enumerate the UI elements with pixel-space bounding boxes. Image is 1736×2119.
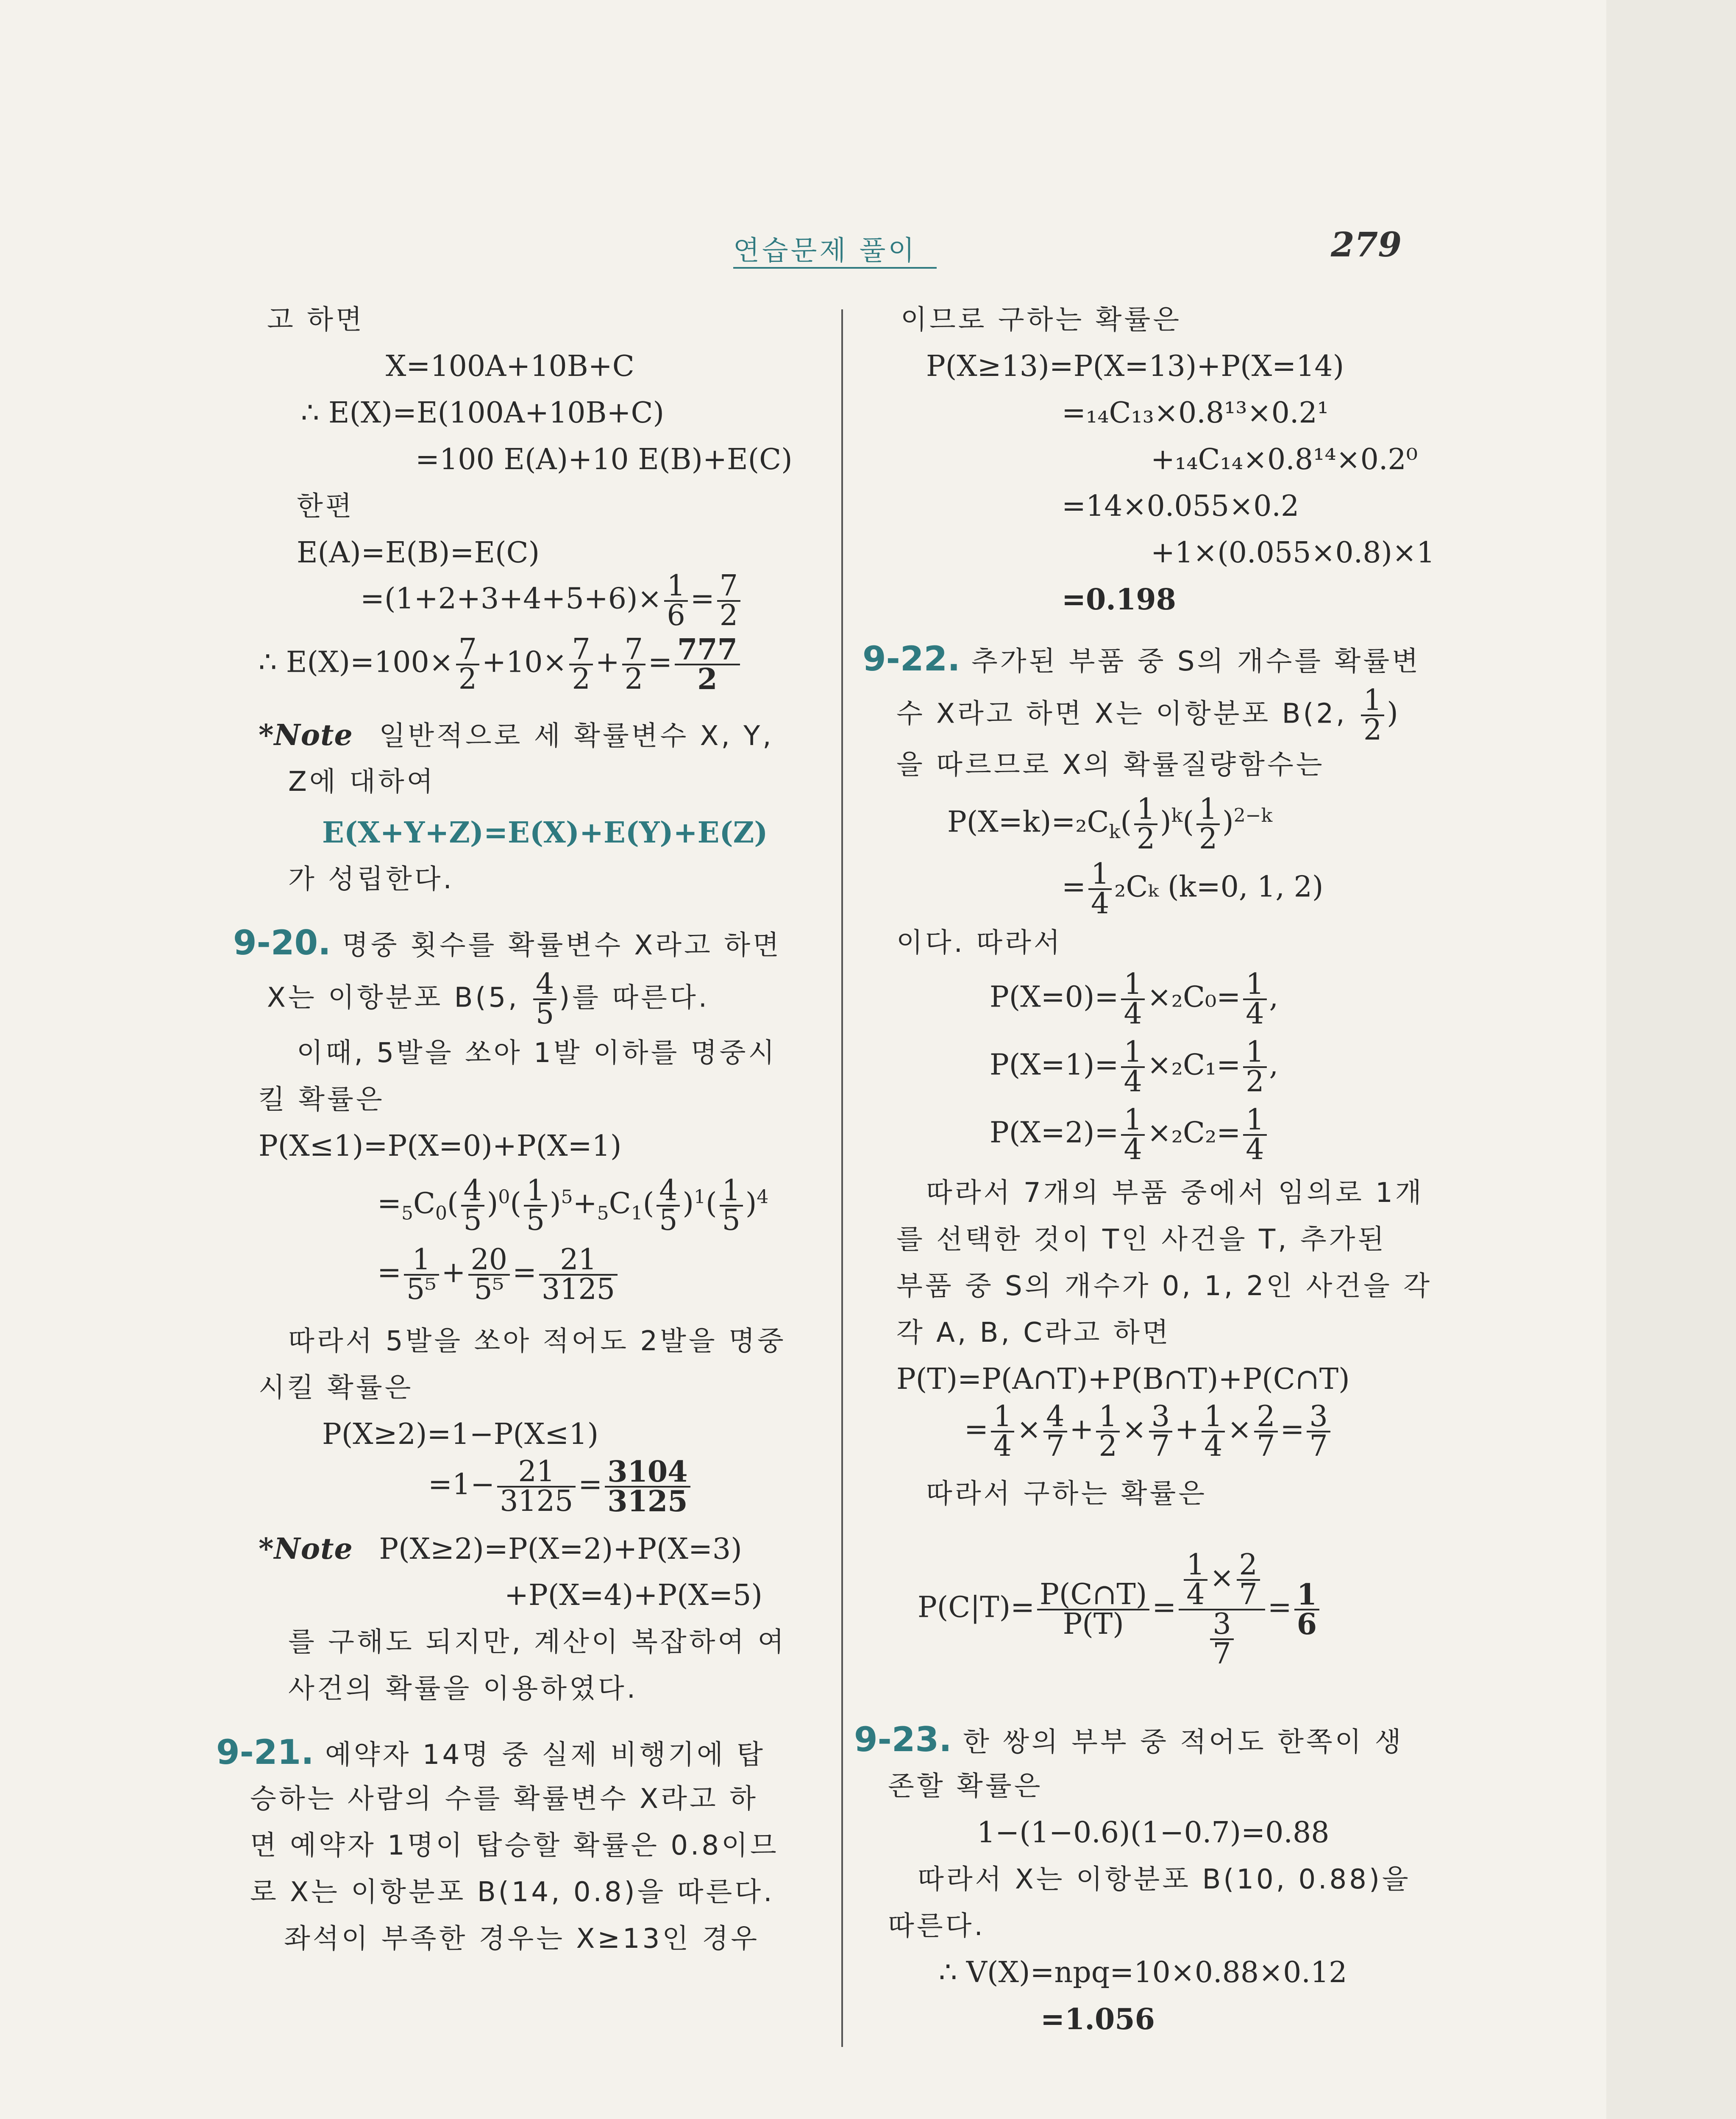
fraction: $\frac{1}{4}$ [991,1403,1014,1460]
text-line: 이므로 구하는 확률은 [901,304,1182,336]
problem-9-20-line [233,920,782,969]
formula-part: + [573,1187,597,1221]
fraction: $\frac{4}{7}$ [1043,1403,1067,1460]
fraction: $\frac{7}{2}$ [717,572,740,630]
fraction: $\frac{7}{2}$ [456,636,479,693]
formula-part: P(X=2)= [990,1116,1119,1150]
text-line: 따라서 5발을 쏘아 적어도 2발을 명중 [288,1326,786,1357]
result-value: =0.198 [1062,583,1176,617]
note-label: *Note [259,1532,353,1566]
formula-line: P(X=1)= $\frac{1}{4}$ ×₂C₁= $\frac{1}{2}$ , [990,1035,1279,1098]
formula-line [267,968,710,1031]
formula-part: ∴ E(X)=100× [259,645,453,679]
formula-line: = $\frac{1}{4}$ × $\frac{4}{7}$ + $\frac{1}{2}$ × $\frac{3}{7}$ + $\frac{1}{4}$ × $\frac{2}{7}$ = $\frac{3}{7}$ [964,1403,1333,1460]
formula-line: +P(X=4)+P(X=5) [504,1579,762,1612]
problem-text: 추가된 부품 중 S의 개수를 확률변 [971,646,1421,677]
formula-line: +1×(0.055×0.8)×1 [1151,536,1435,570]
formula-line: ∴ V(X)=npq=10×0.88×0.12 [939,1956,1347,1989]
fraction: $\frac{1}{6}$ [1294,1581,1319,1638]
formula-part: C [413,1187,436,1221]
text-line: 승하는 사람의 수를 확률변수 X라고 하 [250,1783,758,1815]
formula-part: P(X=k)=₂C [947,805,1109,839]
fraction: $\frac{4}{5}$ [533,971,556,1028]
text-line: 존할 확률은 [888,1771,1043,1802]
fraction: $\frac{3}{7}$ [1307,1403,1330,1460]
text-line: 따라서 7개의 부품 중에서 임의로 1개 [926,1177,1424,1209]
note-text: 일반적으로 세 확률변수 X, Y, [379,720,774,752]
fraction: $\frac{1}{2}$ [1361,687,1384,744]
formula-line: $P(X=k)=_2C_k$( $\frac{1}{2}$ )$^k$( $\frac{1}{2}$ )$^{2-k}$ [947,793,1273,856]
problem-9-21-line [216,1729,765,1778]
formula-part: ×₂C₂= [1147,1116,1241,1150]
formula-part: P(X=1)= [990,1048,1119,1082]
formula-part: P(X=0)= [990,980,1119,1014]
text-line: 따라서 구하는 확률은 [926,1478,1207,1510]
compound-fraction: $\frac{1}{4}$ × $\frac{2}{7}$ $\frac{3}{7}$ [1179,1551,1265,1668]
problem-number: 9-20. [233,923,331,962]
formula-line: P(T)=P(A∩T)+P(B∩T)+P(C∩T) [896,1363,1350,1396]
fraction: $\frac{1}{4}$ [1243,971,1266,1028]
text-line: 면 예약자 1명이 탑승할 확률은 0.8이므 [250,1830,779,1861]
text-line: 한편 [297,491,354,522]
formula-line [1062,857,1324,920]
text-line: 킬 확률은 [259,1084,385,1115]
fraction: $\frac{3}{7}$ [1149,1403,1172,1460]
page-number: 279 [1331,225,1402,264]
text-line: 이때, 5발을 쏘아 1발 이하를 명중시 [297,1037,777,1069]
problem-number: 9-21. [216,1732,314,1772]
formula-line: E(A)=E(B)=E(C) [297,536,540,570]
formula-part: ×₂C₁= [1147,1048,1241,1082]
formula-line: 1−(1−0.6)(1−0.7)=0.88 [977,1816,1330,1849]
note-label: *Note [259,718,353,752]
problem-number: 9-23. [854,1720,952,1759]
note-line [259,1526,742,1573]
fraction: $\frac{1}{4}$ [1121,1106,1144,1164]
formula-line: +₁₄C₁₄×0.8¹⁴×0.2⁰ [1151,443,1418,476]
fraction: $\frac{3104}{3125}$ [605,1458,690,1516]
text-line: 따라서 X는 이항분포 B(10, 0.88)을 [918,1864,1411,1895]
formula-line: P(X=0)= $\frac{1}{4}$ ×₂C₀= $\frac{1}{4}$ , [990,968,1279,1031]
formula-part: + [595,645,620,679]
formula-line: X=100A+10B+C [386,350,634,383]
highlight-formula: E(X+Y+Z)=E(X)+E(Y)+E(Z) [322,816,768,850]
text-line: 를 선택한 것이 T인 사건을 T, 추가된 [896,1224,1387,1255]
fraction: $\frac{1}{4}$ [1088,860,1112,918]
formula-line: =14×0.055×0.2 [1062,489,1299,523]
fraction: $\frac{2}{7}$ [1254,1403,1277,1460]
formula-line: ∴ E(X)=E(100A+10B+C) [301,396,665,430]
formula-part: = [377,1256,401,1290]
fraction: $\frac{2}{7}$ [1237,1551,1260,1609]
text-line: 이다. 따라서 [896,927,1063,959]
text-line: 좌석이 부족한 경우는 X≥13인 경우 [284,1923,760,1955]
fraction: $\frac{4}{5}$ [461,1177,484,1235]
note-formula: P(X≥2)=P(X=2)+P(X=3) [379,1532,742,1566]
text-line: 가 성립한다. [288,864,454,895]
fraction: $\frac{1}{4}$ [1202,1403,1225,1460]
fraction: $\frac{3}{7}$ [1210,1610,1233,1668]
fraction: $\frac{777}{2}$ [675,636,740,693]
fraction: $\frac{7}{2}$ [569,636,593,693]
problem-text: 예약자 14명 중 실제 비행기에 탑 [325,1739,765,1771]
formula-line [428,1455,693,1518]
formula-line: $=_5C_0$( $\frac{4}{5}$ )$^0$( $\frac{1}{5}$ )$^5+_5C_1$( $\frac{4}{5}$ )$^1$( $\frac{1}{5}$ )$^4$ [377,1174,769,1237]
formula-part: )를 따른다. [559,982,710,1014]
formula-line [377,1243,620,1306]
formula-part: = [690,582,715,616]
fraction: $\frac{1}{4}$ [1184,1551,1207,1609]
note-line [259,712,774,759]
formula-line [259,633,743,696]
formula-part: C [609,1187,631,1221]
fraction: $\frac{1}{4}$ [1243,1106,1266,1164]
fraction: $\frac{1}{5}$ [720,1177,743,1235]
formula-part: = [377,1187,401,1221]
formula-line: P(X≥13)=P(X=13)+P(X=14) [926,350,1344,383]
text-line: 를 구해도 되지만, 계산이 복잡하여 여 [288,1627,787,1658]
text-line: Z에 대하여 [288,766,436,798]
formula-part: = [512,1256,537,1290]
formula-line: =₁₄C₁₃×0.8¹³×0.2¹ [1062,396,1329,430]
fraction: $\frac{1}{4}$ [1121,1038,1144,1096]
fraction: $\frac{1}{2}$ [1096,1403,1119,1460]
formula-part: P(C|T)= [918,1591,1035,1624]
formula-line: P(C|T)= $\frac{P(C\cap T)}{P(T)}$ = $\frac{1}{4}$ × $\frac{2}{7}$ $\frac{3}{7}$ = $\frac{1}{6}$ [918,1551,1322,1668]
problem-9-23-line [854,1716,1404,1766]
fraction: $\frac{20}{\text{5⁵}}$ [468,1246,510,1304]
fraction: $\frac{1}{2}$ [1196,795,1220,853]
text-line: 로 X는 이항분포 B(14, 0.8)을 따른다. [250,1877,775,1908]
formula-line [896,684,1398,747]
page-edge [1606,0,1736,2119]
formula-part: +10× [482,645,567,679]
text-line: 부품 중 S의 개수가 0, 1, 2인 사건을 각 [896,1271,1433,1302]
text-line: 고 하면 [267,304,364,336]
problem-text: 명중 횟수를 확률변수 X라고 하면 [342,930,782,961]
formula-line: =100 E(A)+10 E(B)+E(C) [415,443,793,476]
formula-part: = [1062,870,1086,904]
formula-part: 수 X라고 하면 X는 이항분포 B(2, [896,698,1358,730]
formula-part: X는 이항분포 B(5, [267,982,531,1014]
formula-part: ) [1387,696,1398,730]
text-line: 각 A, B, C라고 하면 [896,1317,1171,1349]
fraction: $\frac{1}{2}$ [1134,795,1157,853]
fraction: $\frac{1}{4}$ [1121,971,1144,1028]
running-header-title: 연습문제 풀이 [733,235,917,267]
formula-part: = [578,1468,603,1502]
formula-line: P(X≤1)=P(X=0)+P(X=1) [259,1129,622,1163]
result-value: =1.056 [1040,2002,1155,2036]
fraction: $\frac{21}{3125}$ [539,1246,618,1304]
header-underline [733,267,937,269]
fraction: $\frac{1}{6}$ [664,572,687,630]
formula-part: =(1+2+3+4+5+6)× [360,582,662,616]
formula-part: = [648,645,672,679]
formula-line [360,569,743,632]
problem-number: 9-22. [862,639,960,679]
fraction: $\frac{1}{\text{5⁵}}$ [404,1246,439,1304]
fraction: $\frac{P(C\cap T)}{P(T)}$ [1037,1581,1149,1638]
text-line: 을 따르므로 X의 확률질량함수는 [896,749,1325,781]
problem-9-22-line [862,636,1421,685]
column-divider [841,309,843,2047]
text-line: 시킬 확률은 [259,1372,414,1404]
fraction: $\frac{4}{5}$ [657,1177,680,1235]
formula-part: ×₂C₀= [1147,980,1241,1014]
fraction: $\frac{1}{5}$ [524,1177,547,1235]
formula-part: + [441,1256,466,1290]
formula-line: P(X≥2)=1−P(X≤1) [322,1418,599,1451]
fraction: $\frac{21}{3125}$ [497,1458,576,1516]
formula-part: =1− [428,1468,495,1502]
fraction: $\frac{7}{2}$ [622,636,645,693]
problem-text: 한 쌍의 부부 중 적어도 한쪽이 생 [963,1727,1404,1758]
fraction: $\frac{1}{2}$ [1243,1038,1266,1096]
formula-part: ₂Cₖ (k=0, 1, 2) [1114,870,1324,904]
text-line: 사건의 확률을 이용하였다. [288,1673,638,1705]
text-line: 따른다. [888,1910,985,1942]
formula-line [990,1103,1269,1166]
